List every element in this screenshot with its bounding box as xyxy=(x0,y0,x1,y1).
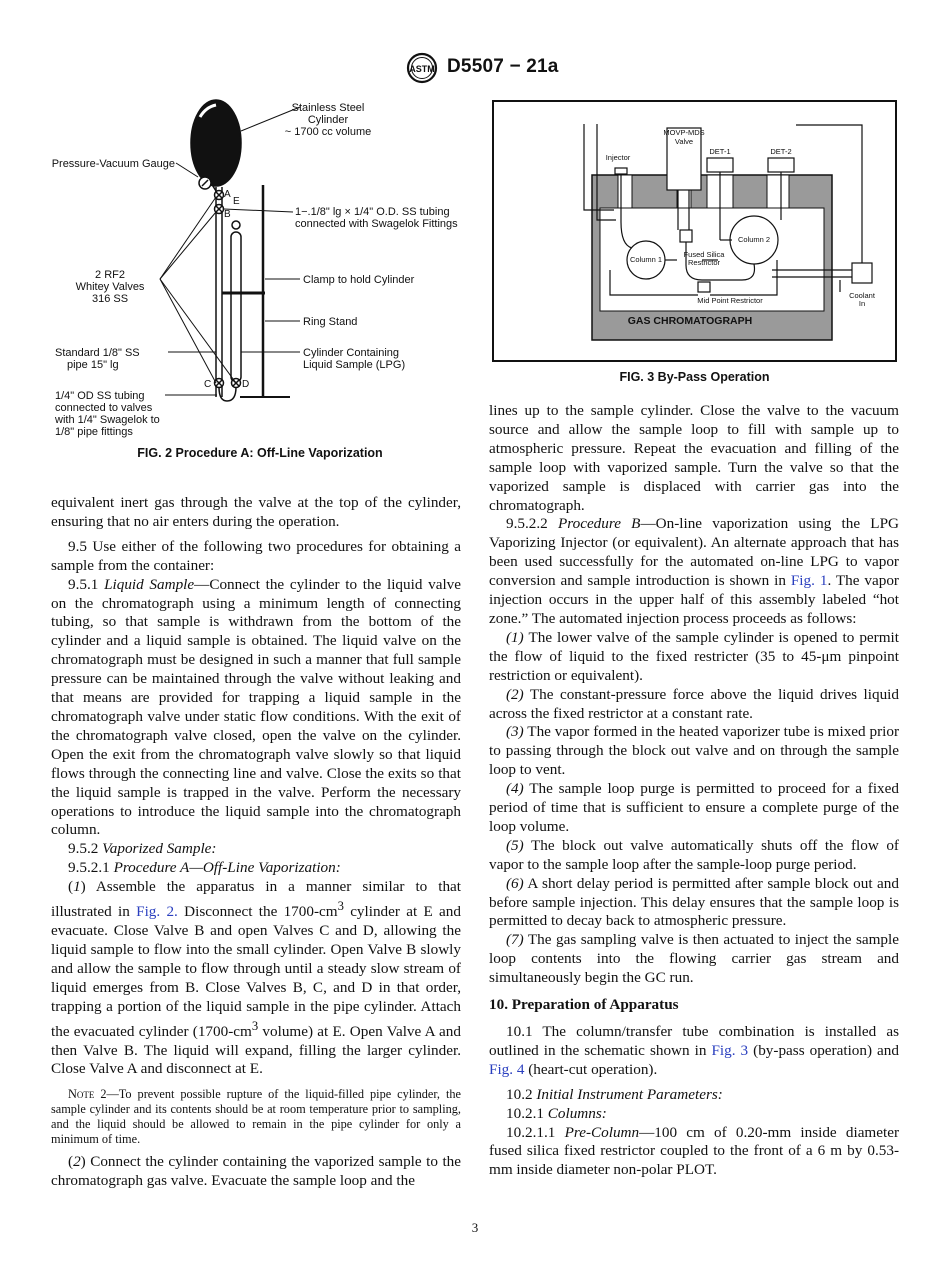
left-paragraph-1: equivalent inert gas through the valve at the top of the cylinder, ensuring that no air enters during the operation. xyxy=(51,494,461,530)
gc-label: GAS CHROMATOGRAPH xyxy=(627,315,753,327)
label-e: E xyxy=(233,196,240,207)
label-column1: Column 1 xyxy=(629,255,663,264)
label-c: C xyxy=(204,379,212,390)
left-paragraph-9-5-2: 9.5.2 Vaporized Sample: xyxy=(68,840,217,858)
label-valves3: 316 SS xyxy=(91,293,129,305)
left-paragraph-9-5-1: 9.5.1 Liquid Sample—Connect the cylinder to the liquid valve on the chromatograph using a minimum length of connecting tubing, so that sample is withdrawn from the bottom of the cylinder and a liquid sample is obtained. The liquid valve on the chromatograph must be designed in such a manner that full sample pressure can be maintained through the valve without leaking and that means are provided for trapping a liquid sample in the chromatograph valve under static flow conditions. With the exit of the chromatograph valve closed, open the valve on the cylinder. Open the exit from the chromatograph valve slowly so that liquid flows through the connecting line and valve. Close the exits so that the liquid sample is trapped in the valve. Perform the necessary operations to introduce the liquid sample into the chromatograph column. xyxy=(51,575,462,839)
fig-4-link[interactable]: Fig. 4 xyxy=(489,1060,525,1078)
astm-logo xyxy=(404,52,440,84)
procedure-step: (4) The sample loop purge is permitted to proceed for a fixed period of time that is sufficient to ensure a complete purge of the loop volume. xyxy=(489,780,899,835)
label-d: D xyxy=(242,379,250,390)
left-column xyxy=(51,494,461,1191)
procedure-b-steps xyxy=(489,629,899,988)
logo-text: ASTM xyxy=(409,64,435,74)
left-paragraph-9-5: 9.5 Use either of the following two procedures for obtaining a sample from the container: xyxy=(51,537,461,574)
label-movp1: MOVP-MDS xyxy=(663,128,705,137)
label-gauge: Pressure-Vacuum Gauge xyxy=(51,158,175,170)
document-id: D5507 − 21a xyxy=(447,56,559,77)
procedure-step: (6) A short delay period is permitted after sample block out and before sample injection. This delay ensures that the sample loop is permitted to decay back to atmospheric pressure. xyxy=(489,874,899,930)
label-pipe2: pipe 15" lg xyxy=(67,359,119,371)
figure-2-caption: FIG. 2 Procedure A: Off-Line Vaporization xyxy=(137,446,383,460)
label-cyl3: ~ 1700 cc volume xyxy=(284,126,372,138)
label-valves2: Whitey Valves xyxy=(75,281,145,293)
label-movp2: Valve xyxy=(674,137,694,146)
right-paragraph-9-5-2-2: 9.5.2.2 Procedure B—On-line vaporization using the LPG Vaporizing Injector (or equivalent). An alternate approach that has been used successfully for the automated on-line LPG to vapor conversion and sample introduction is shown in Fig. 1. The vapor injection occurs in the upper half of this assembly labeled “hot zone.” The automated injection process proceeds as follows: xyxy=(489,515,899,627)
label-clamp: Clamp to hold Cylinder xyxy=(303,274,415,286)
label-b: B xyxy=(224,209,231,220)
label-injector: Injector xyxy=(605,153,631,162)
procedure-step: (3) The vapor formed in the heated vaporizer tube is mixed prior to passing through the block out valve and on through the sample loop to vent. xyxy=(489,723,899,779)
fig-2-link[interactable]: Fig. 2. xyxy=(136,903,178,921)
label-fused2: Restrictor xyxy=(687,258,721,267)
fig-3-link[interactable]: Fig. 3 xyxy=(711,1041,749,1059)
right-paragraph-10-2: 10.2 Initial Instrument Parameters: xyxy=(506,1085,723,1103)
procedure-step: (1) The lower valve of the sample cylinder is opened to permit the flow of liquid to the fixed restricter (35 to 45-μm pinpoint restriction or equivalent). xyxy=(489,628,899,684)
page-header xyxy=(0,52,950,88)
label-det1: DET-1 xyxy=(709,147,731,156)
right-paragraph-10-2-1: 10.2.1 Columns: xyxy=(506,1104,607,1122)
note-2: Note 2—To prevent possible rupture of the liquid-filled pipe cylinder, the sample cylinder and its contents should be at room temperature prior to sampling, and the liquid should be allowed to remain in the pipe cylinder for only a minimum of time. xyxy=(51,1087,461,1147)
label-tube2: connected with Swagelok Fittings xyxy=(295,218,458,230)
right-paragraph-10-2-1-1: 10.2.1.1 Pre-Column—100 cm of 0.20-mm inside diameter fused silica fixed restrictor coupled to the front of a 6 m by 0.53-mm inside diameter non-polar PLOT. xyxy=(489,1123,900,1179)
right-column xyxy=(489,402,899,1180)
figure-2-diagram xyxy=(45,97,475,442)
label-a: A xyxy=(224,189,231,200)
label-column2: Column 2 xyxy=(737,235,771,244)
page-number: 3 xyxy=(471,1220,479,1235)
right-paragraph-10-1: 10.1 The column/transfer tube combination is installed as outlined in the schematic shown in Fig. 3 (by-pass operation) and Fig. 4 (heart-cut operation). xyxy=(489,1023,899,1078)
label-fused1: Fused Silica xyxy=(683,250,725,259)
label-liq1: Cylinder Containing xyxy=(303,347,399,359)
figure-3-diagram xyxy=(492,100,897,362)
label-cyl1: Stainless Steel xyxy=(291,102,365,114)
label-od1: 1/4" OD SS tubing xyxy=(55,390,145,402)
left-paragraph-9-5-2-1: 9.5.2.1 Procedure A—Off-Line Vaporization: xyxy=(68,859,341,877)
label-ring: Ring Stand xyxy=(303,316,358,328)
label-valves1: 2 RF2 xyxy=(95,269,125,281)
fig-1-link[interactable]: Fig. 1 xyxy=(790,572,828,590)
label-od2: connected to valves xyxy=(55,402,153,414)
label-coolant2: In xyxy=(858,299,866,308)
figure-3-caption: FIG. 3 By-Pass Operation xyxy=(619,370,770,384)
label-coolant1: Coolant xyxy=(849,291,875,300)
label-cyl2: Cylinder xyxy=(307,114,349,126)
procedure-step: (7) The gas sampling valve is then actuated to inject the sample loop contents into the flowing carrier gas stream and simultaneously begin the GC run. xyxy=(489,931,899,987)
right-paragraph-1: lines up to the sample cylinder. Close the valve to the vacuum source and allow the sample loop to fill with sample up to atmospheric pressure. Repeat the evacuation and filling of the sample loop with vaporized sample. Turn the valve so that the vaporized sample is displaced with carrier gas into the chromatograph. xyxy=(489,402,899,514)
label-od4: 1/8" pipe fittings xyxy=(55,426,133,438)
left-paragraph-step-2: (2) Connect the cylinder containing the vaporized sample to the chromatograph gas valve. Evacuate the sample loop and the xyxy=(51,1153,461,1190)
section-heading: 10. Preparation of Apparatus xyxy=(489,996,679,1014)
label-midpoint: Mid Point Restrictor xyxy=(697,296,763,305)
left-paragraph-step-1: (1) Assemble the apparatus in a manner similar to that illustrated in Fig. 2. Disconnect the $1700-cm^3$ cylinder at E and evacuate. Close Valve B and open Valves C and D, allowing the liquid sample to flow into the small cylinder. Open Valve B slowly and allow the sample to flow through until a steady slow stream of liquid emerges from B. Close Valves B, C, and D in that order, trapping a portion of the liquid sample in the pipe cylinder. Attach the evacuated cylinder ($1700-cm^3$ volume) at E. Open Valve A and then Valve B. The liquid will expand, filling the larger cylinder. Close Valve A and disconnect at E. xyxy=(51,878,461,1078)
label-det2: DET-2 xyxy=(770,147,792,156)
label-pipe1: Standard 1/8" SS xyxy=(55,347,140,359)
label-liq2: Liquid Sample (LPG) xyxy=(303,359,406,371)
procedure-step: (2) The constant-pressure force above the liquid drives liquid across the fixed restrictor at a constant rate. xyxy=(489,685,899,722)
label-od3: with 1/4" Swagelok to xyxy=(55,414,160,426)
label-tube1: 1−.1/8" lg × 1/4" O.D. SS tubing xyxy=(295,206,450,218)
procedure-step: (5) The block out valve automatically shuts off the flow of vapor to the sample loop after the sample-loop purge period. xyxy=(489,836,899,873)
